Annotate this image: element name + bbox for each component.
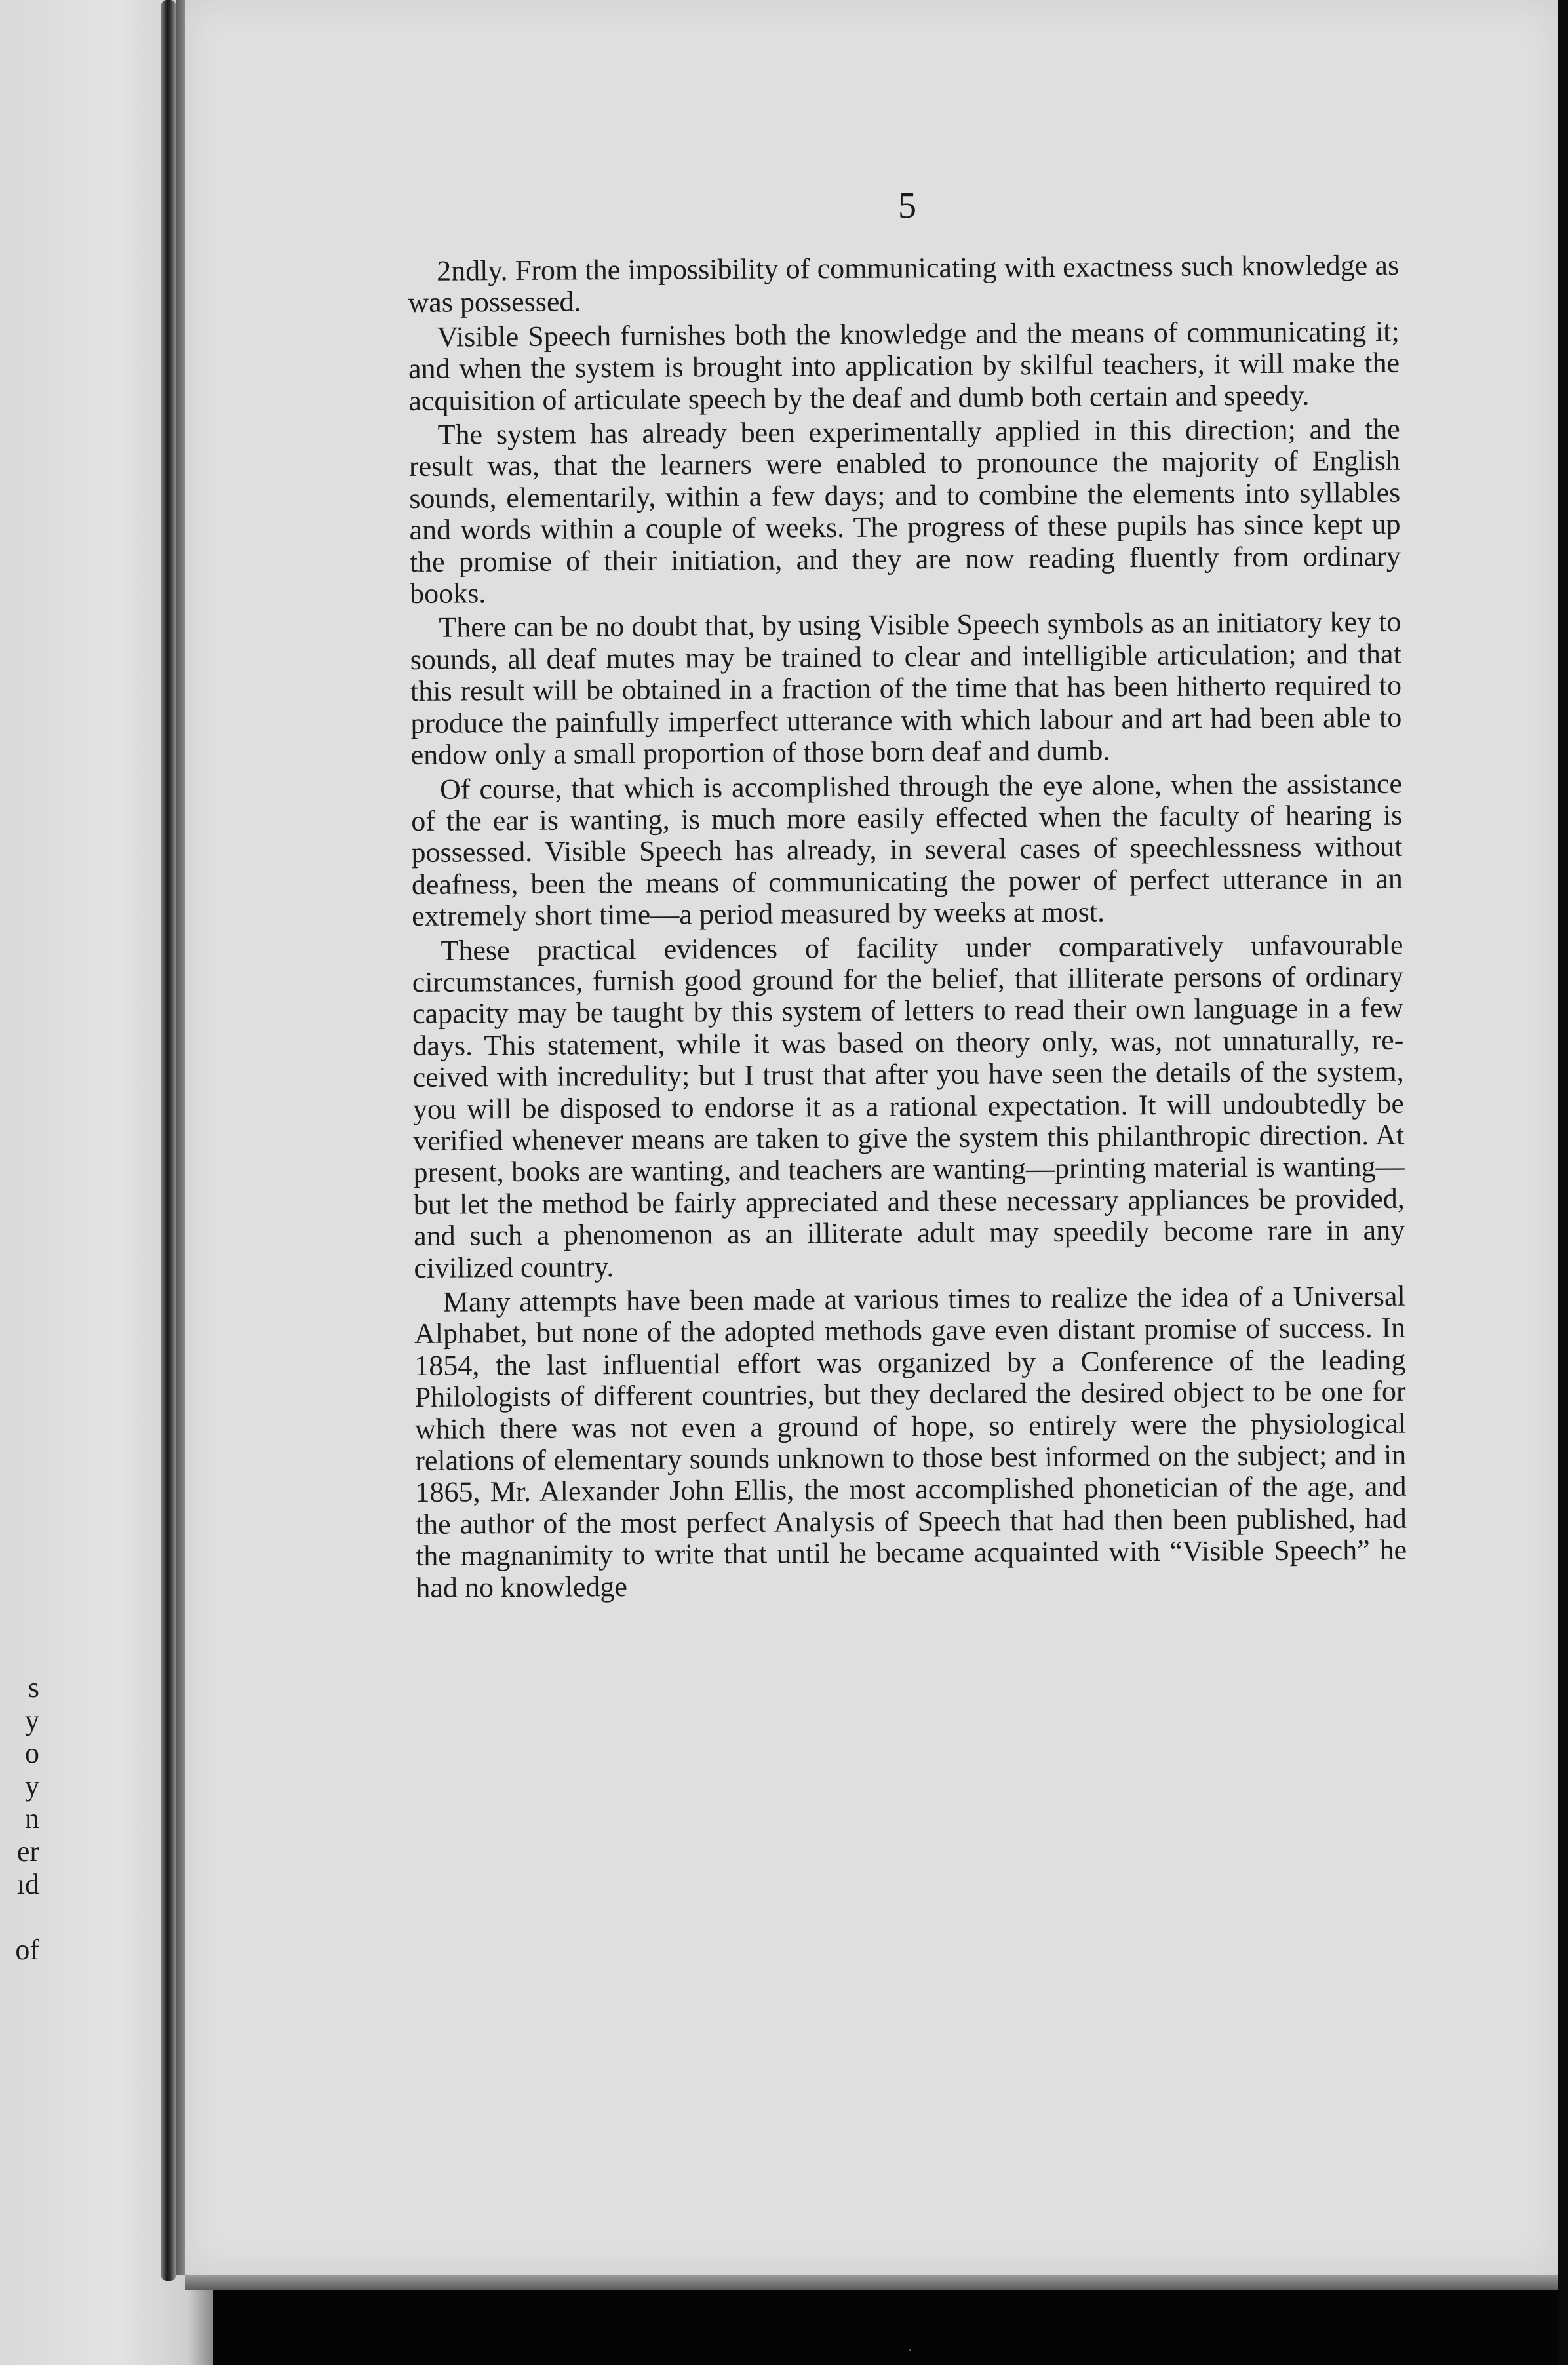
fragment: n — [25, 1803, 39, 1835]
paragraph: These practical evidences of facility under comparatively unfavourable circumstances, furnish good ground for the belief, that illiterate persons of ordinary capacity may be taught by this system of letters to read their own language in a few days. This statement, while it was based on theory only, was, not unnaturally, received with incredulity; but I trust that after you have seen the details of the system, you will be disposed to endorse it as a rational expectation. It will undoubtedly be verified whenever means are taken to give the system this philanthropic direction. At present, books are wanting, and teachers are wanting—printing material is wanting—but let the method be fairly appreciated and these necessary appliances be provided, and such a phenomenon as an illiterate adult may speedily become rare in any civilized country. — [412, 928, 1405, 1284]
fragment — [0, 1901, 39, 1934]
facing-page-text-fragments — [0, 1671, 39, 1966]
fragment: y — [25, 1704, 39, 1736]
paragraph: There can be no doubt that, by using Visible Speech symbols as an initiatory key to sounds, all deaf mutes may be trained to clear and intelligible articulation; and that this result will be obtained in a fraction of the time that has been hitherto required to produce the painfully imperfect utterance with which labour and art had been able to endow only a small proportion of those born deaf and dumb. — [410, 606, 1402, 772]
scan-border — [1558, 0, 1568, 2365]
paragraph: Visible Speech furnishes both the knowledge and the means of communicating it; and when the system is brought into application by skilful teachers, it will make the acquisition of articulate speech by the deaf and dumb both certain and speedy. — [408, 315, 1400, 417]
paragraph: The system has already been experimentally applied in this direction; and the result was, that the learners were enabled to pronounce the majority of English sounds, elementarily, within a few days; and to combine the elements into syllables and words within a couple of weeks. The progress of these pupils has since kept up the promise of their initiation, and they are now reading fluently from ordinary books. — [408, 412, 1401, 610]
fragment: s — [28, 1671, 39, 1704]
page-bottom-edge — [185, 2275, 1558, 2290]
fragment: o — [25, 1737, 39, 1769]
fragment: er — [16, 1835, 39, 1867]
fragment: ıd — [16, 1868, 39, 1900]
paragraph: 2ndly. From the impossibility of communicating with exactness such knowledge as was possessed. — [408, 248, 1400, 319]
scan-mark: · — [908, 2343, 912, 2358]
page-body — [408, 250, 1407, 1607]
fragment: y — [25, 1770, 39, 1802]
paragraph: Many attempts have been made at various times to realize the idea of a Universal Alphabet, but none of the adopted methods gave even distant promise of success. In 1854, the last influential effort was organized by a Conference of the leading Philologists of different countries, but they declared the desired object to be one for which there was not even a ground of hope, so entirely were the physiological relations of elementary sounds unknown to those best informed on the subject; and in 1865, Mr. Alexander John Ellis, the most accomplished phonetician of the age, and the author of the most perfect Analysis of Speech that had then been published, had the magnanimity to write that until he became acquainted with “Visible Speech” he had no knowledge — [414, 1280, 1407, 1604]
book-binding — [161, 0, 176, 2281]
paragraph: Of course, that which is accomplished through the eye alone, when the assistance of the ear is wanting, is much more easily effected when the faculty of hearing is possessed. Visible Speech has already, in several cases of speechlessness without deafness, been the means of communicating the power of perfect utterance in an extremely short time—a period measured by weeks at most. — [411, 767, 1403, 933]
page-number: 5 — [898, 186, 916, 226]
fragment: of — [15, 1934, 39, 1966]
